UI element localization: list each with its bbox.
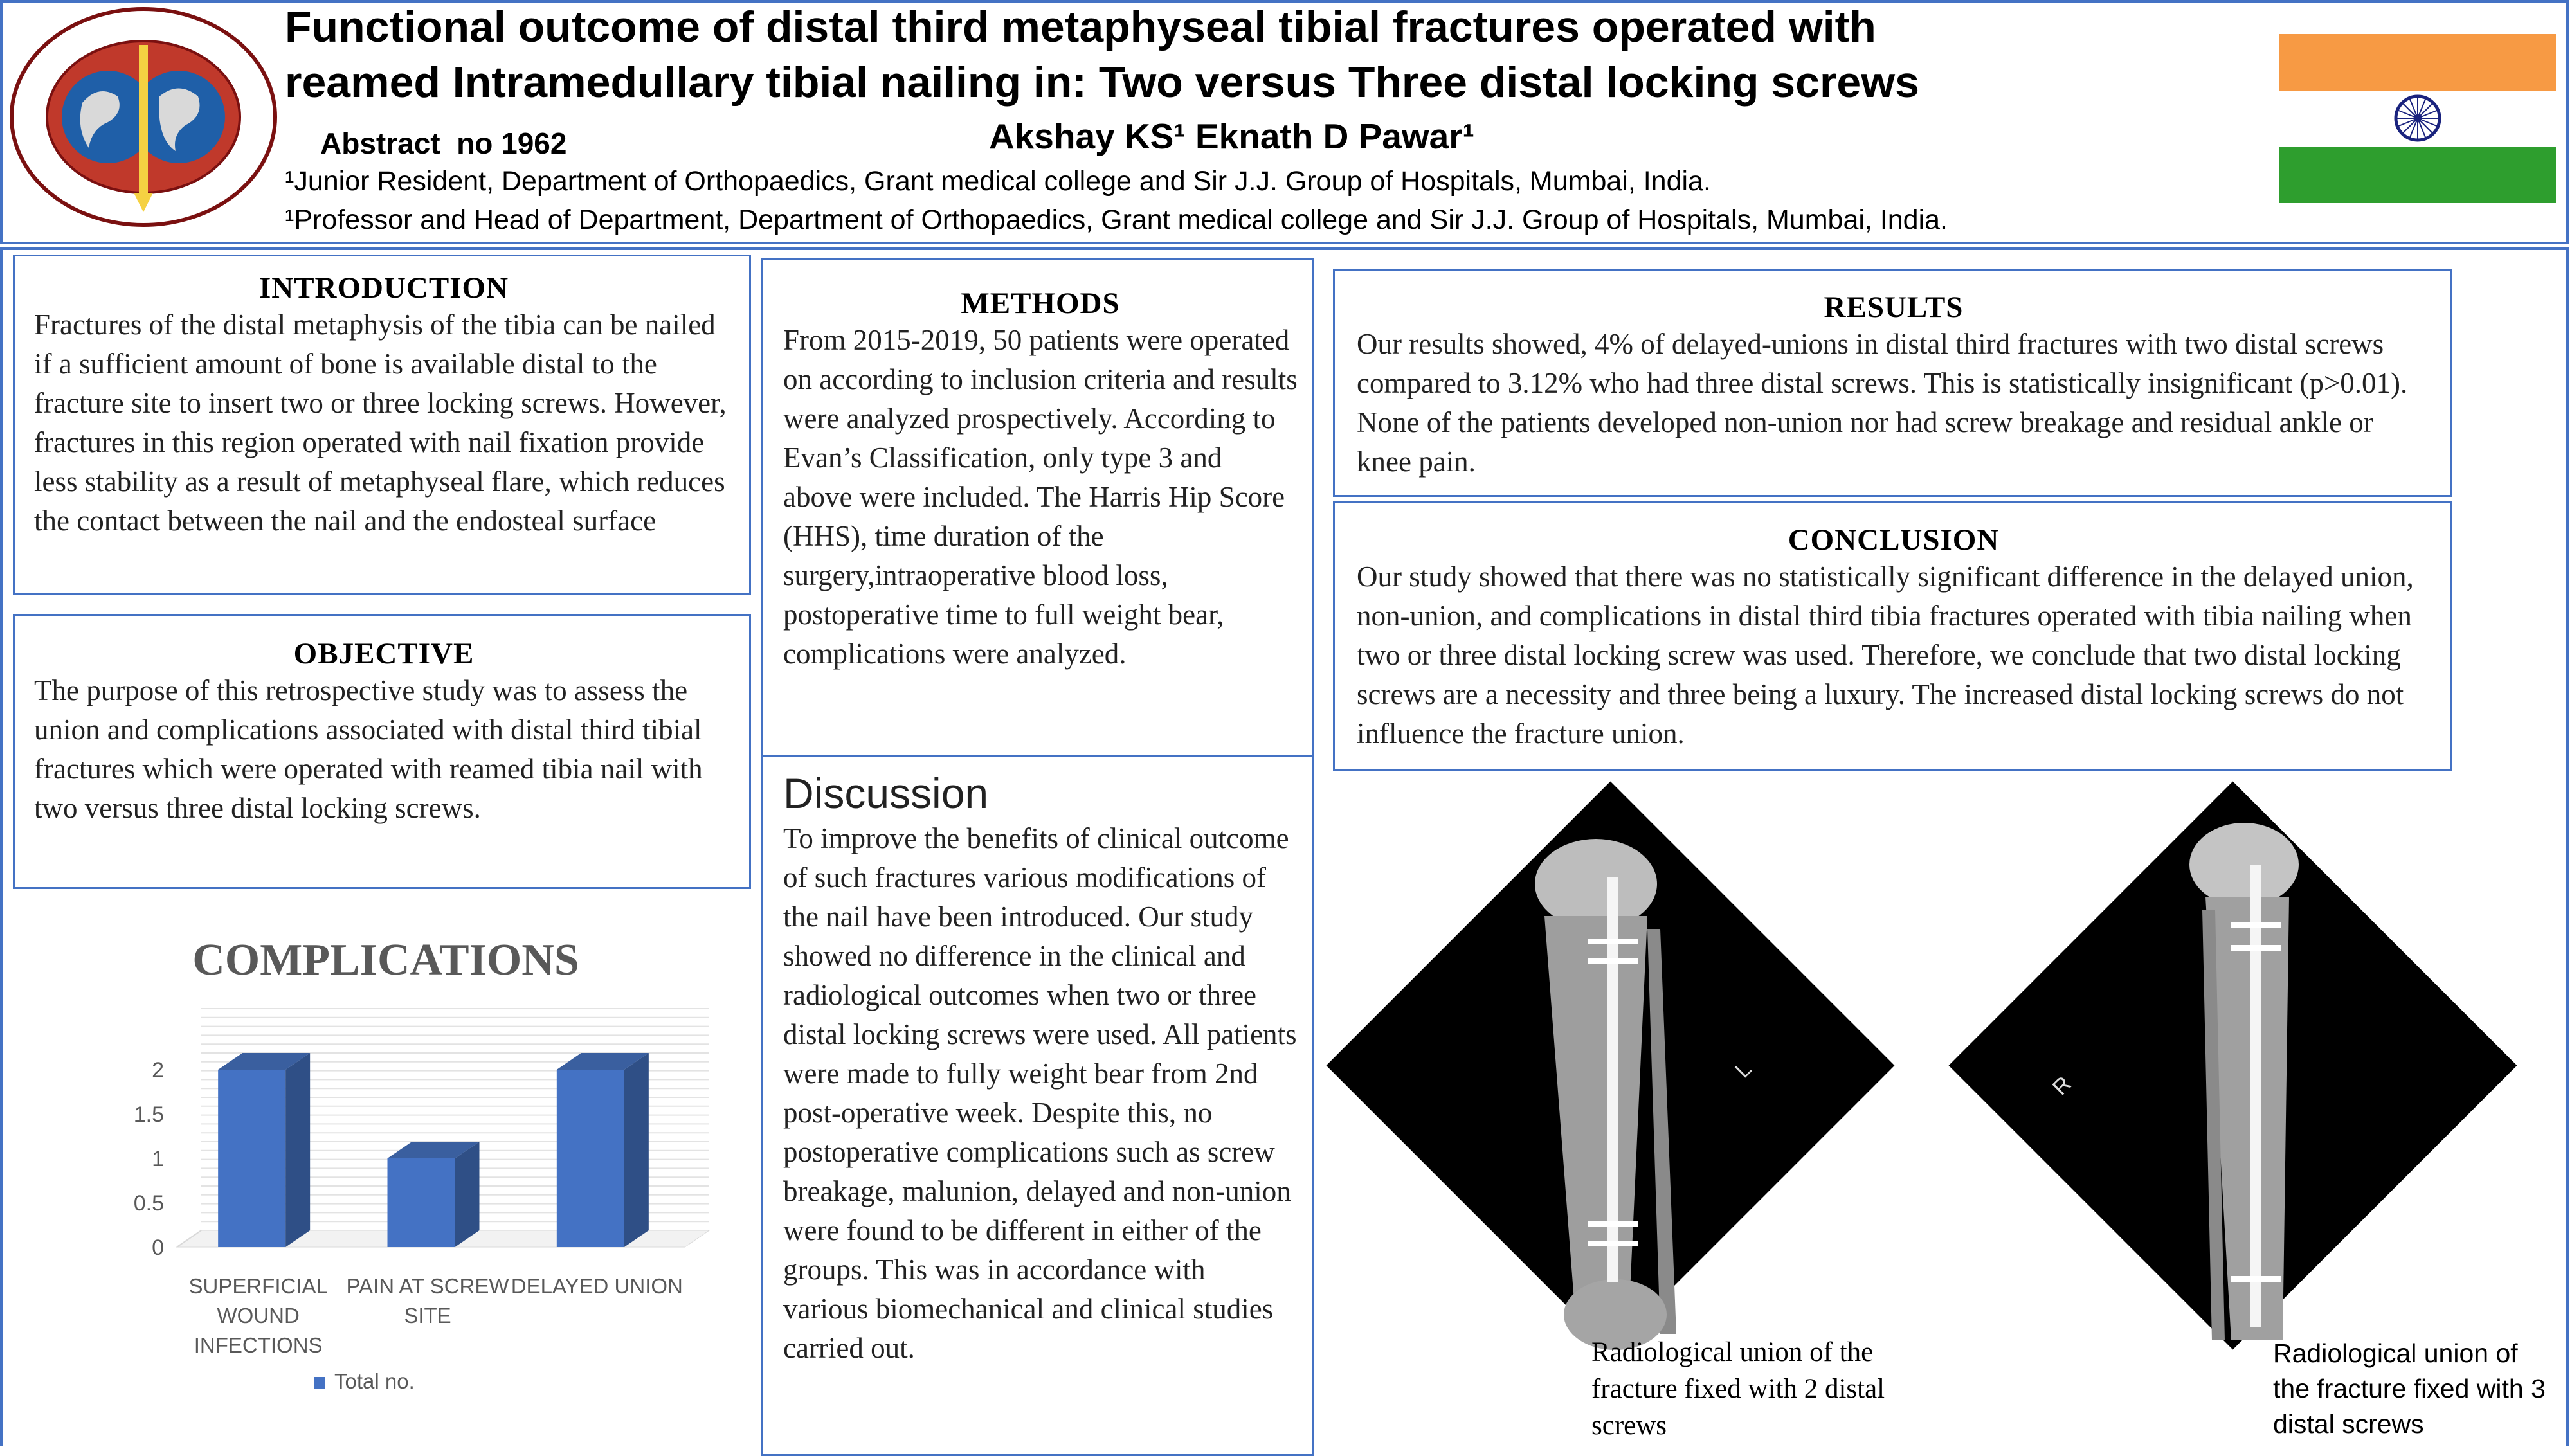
legend-label: Total no. — [334, 1369, 415, 1393]
ashoka-chakra-icon — [2392, 93, 2443, 144]
xray-left-image — [1326, 781, 1895, 1350]
caption-left: Radiological union of the fracture fixed with 2 distal screws — [1591, 1337, 1885, 1441]
introduction-section — [13, 255, 751, 595]
objective-text: The purpose of this retrospective study was to assess the union and complications associated with distal third tibial fractures which were operated with reamed tibia nail with two versus three distal locking screws. — [34, 674, 703, 824]
society-logo — [5, 6, 282, 228]
affiliation-1: ¹Junior Resident, Department of Orthopaedics, Grant medical college and Sir J.J. Group of Hospitals, Mumbai, India. — [285, 166, 1711, 197]
bar — [218, 1070, 285, 1247]
y-tick-label: 0 — [152, 1236, 164, 1260]
flag-green-band — [2279, 147, 2556, 203]
methods-heading: METHODS — [961, 287, 1120, 320]
bar-side — [624, 1053, 649, 1247]
x-category-label: DELAYED UNION — [511, 1274, 683, 1298]
results-heading: RESULTS — [1824, 291, 1964, 324]
flag-white-band — [2279, 91, 2556, 147]
y-tick-label: 2 — [152, 1058, 164, 1083]
bar — [557, 1070, 624, 1247]
discussion-section — [761, 755, 1314, 1456]
y-tick-label: 0.5 — [133, 1191, 164, 1216]
conclusion-section — [1333, 501, 2452, 771]
discussion-text: To improve the benefits of clinical outcome of such fractures various modifications of the nail have been introduced. Our study showed no difference in the clinical and radiological outcomes when two or three distal locking screws were used. All patients were made to fully weight bear from 2nd post-operative week. Despite this, no postoperative complications such as screw breakage, malunion, delayed and non-union were found to be different in either of the groups. This was in accordance with various biomechanical and clinical studies carried out. — [783, 822, 1297, 1364]
chart-plot — [64, 926, 739, 1414]
objective-heading: OBJECTIVE — [293, 637, 475, 670]
legend-swatch — [314, 1377, 325, 1389]
conclusion-heading: CONCLUSION — [1788, 523, 2000, 557]
affiliation-2: ¹Professor and Head of Department, Department of Orthopaedics, Grant medical college and Sir J.J. Group of Hospitals, Mumbai, India. — [285, 204, 1948, 235]
xray-left-marker: L — [1730, 1057, 1757, 1083]
xray-left-figure — [1326, 781, 1895, 1350]
authors: Akshay KS¹ Eknath D Pawar¹ — [989, 116, 1474, 156]
bar — [388, 1158, 455, 1247]
complications-chart — [64, 926, 739, 1414]
y-tick-label: 1 — [152, 1147, 164, 1171]
y-tick-label: 1.5 — [133, 1102, 164, 1127]
abstract-number: Abstract no 1962 — [320, 127, 567, 160]
poster-title-line2: reamed Intramedullary tibial nailing in: Two versus Three distal locking screws — [285, 58, 1919, 107]
flag-saffron-band — [2279, 34, 2556, 91]
objective-section — [13, 614, 751, 889]
introduction-heading: INTRODUCTION — [258, 271, 509, 305]
conclusion-text: Our study showed that there was no statistically significant difference in the delayed union, non-union, and complications in distal third tibia fractures operated with tibia nailing when two or three distal locking screw was used. Therefore, we conclude that two distal locking screws are a necessity and three being a luxury. The increased distal locking screws do not influence the fracture union. — [1357, 561, 2414, 750]
methods-text: From 2015-2019, 50 patients were operated on according to inclusion criteria and results were analyzed prospectively. According to Evan’s Classification, only type 3 and above were included. The Harris Hip Score (HHS), time duration of the surgery,intraoperative blood loss, postoperative time to full weight bear, complications were analyzed. — [783, 324, 1298, 670]
x-category-label: INFECTIONS — [194, 1333, 323, 1357]
methods-section — [761, 258, 1314, 765]
results-section — [1333, 269, 2452, 497]
x-category-label: PAIN AT SCREW — [346, 1274, 509, 1298]
xray-right-marker: R — [2047, 1072, 2077, 1101]
poster-title-line1: Functional outcome of distal third metaphyseal tibial fractures operated with — [285, 3, 1876, 51]
bar-side — [455, 1142, 480, 1247]
india-flag — [2279, 34, 2556, 203]
results-text: Our results showed, 4% of delayed-unions in distal third fractures with two distal screws compared to 3.12% who had three distal screws. This is statistically insignificant (p>0.01). None of the patients developed non-union nor had screw breakage and residual ankle or knee pain. — [1357, 328, 2408, 478]
caption-right: Radiological union of the fracture fixed with 3 distal screws — [2273, 1338, 2546, 1439]
x-category-label: WOUND — [217, 1304, 300, 1327]
chart-title: COMPLICATIONS — [192, 935, 579, 985]
xray-right-image — [1948, 781, 2517, 1350]
bar-side — [285, 1053, 310, 1247]
discussion-heading: Discussion — [783, 769, 989, 817]
introduction-text: Fractures of the distal metaphysis of the tibia can be nailed if a sufficient amount of bone is available distal to the fracture site to insert two or three locking screws. However, fractures in this region operated with nail fixation provide less stability as a result of metaphyseal flare, which reduces the contact between the nail and the endosteal surface — [34, 309, 727, 537]
xray-right-figure — [1948, 781, 2517, 1350]
x-category-label: SITE — [404, 1304, 451, 1327]
x-category-label: SUPERFICIAL — [188, 1274, 328, 1298]
